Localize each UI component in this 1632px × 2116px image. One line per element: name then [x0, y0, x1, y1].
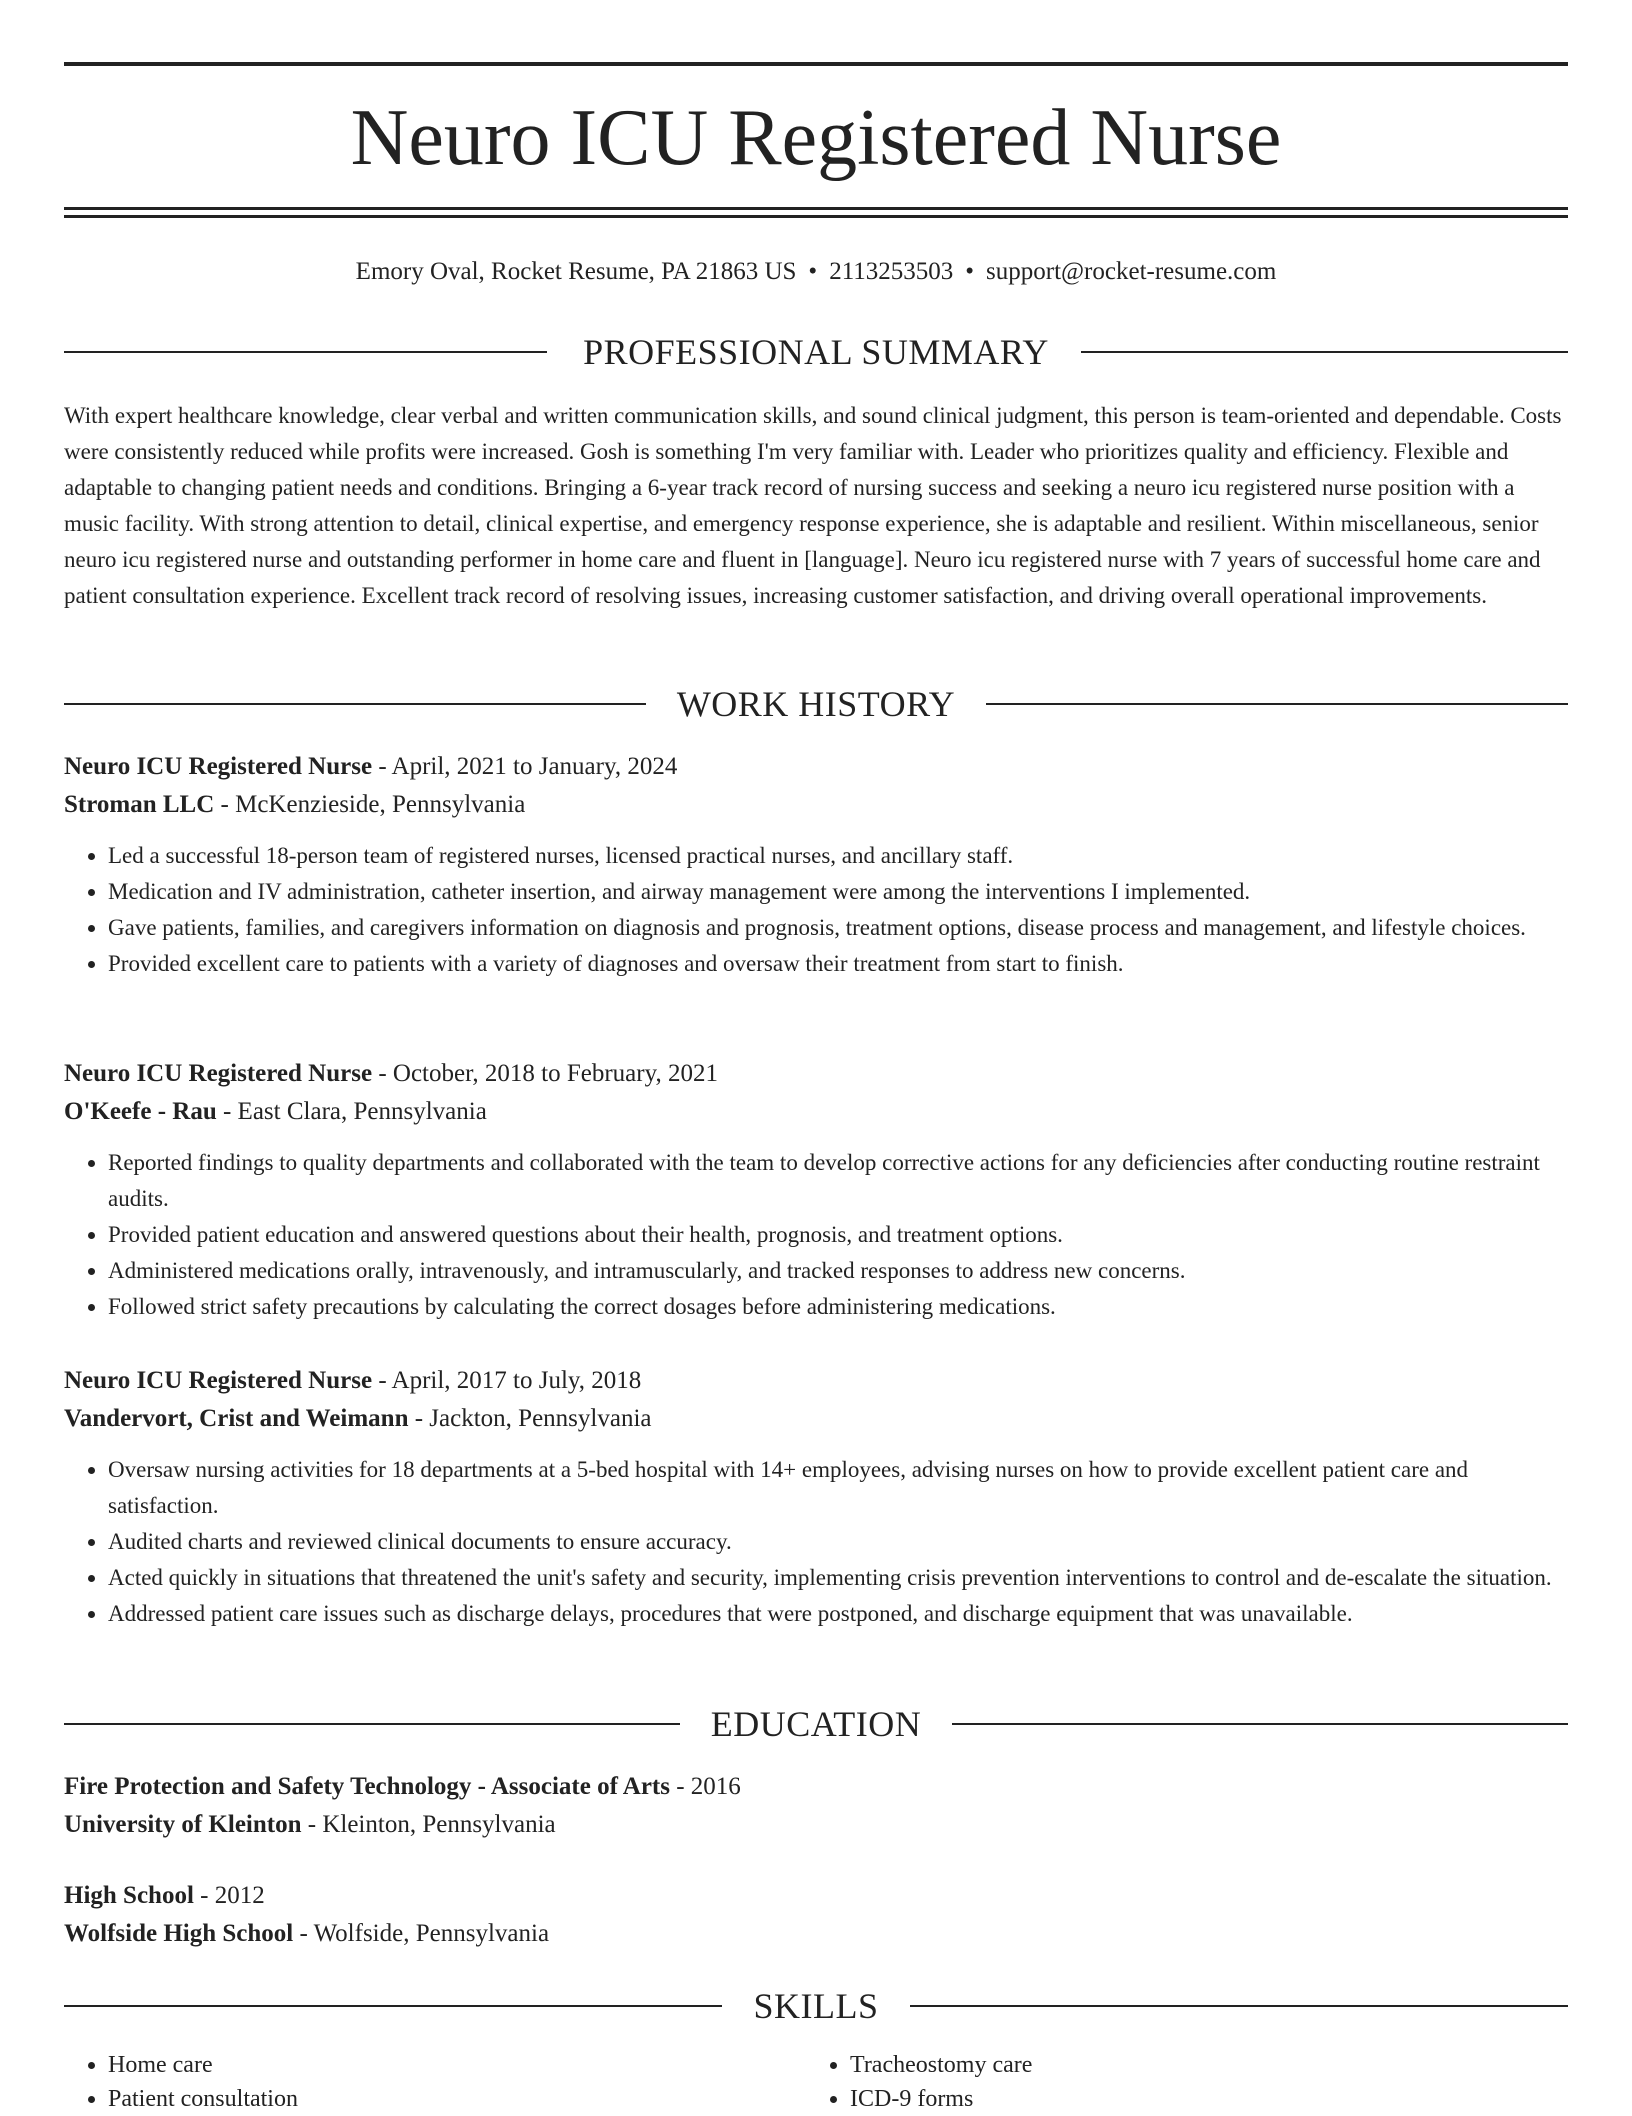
heading-rule-right: [952, 1723, 1568, 1725]
education-location: - Kleinton, Pennsylvania: [307, 1811, 556, 1838]
job-employer: [64, 786, 1568, 824]
list-item: • Medication and IV administration, catheter insertion, and airway management were among the interventions I implemented.: [108, 874, 1568, 910]
job-company: Vandervort, Crist and Weimann: [64, 1405, 409, 1432]
list-item: • Home care: [108, 2048, 808, 2082]
job-bullets: [64, 838, 1568, 982]
list-item: • Tracheostomy care: [850, 2048, 1550, 2082]
summary-text: With expert healthcare knowledge, clear verbal and written communication skills, and sound clinical judgment, this person is team-oriented and dependable. Costs were consistently reduced while profits were increased. Gosh is something I'm very familiar with. Leader who prioritizes quality and efficiency. Flexible and adaptable to changing patient needs and conditions. Bringing a 6-year track record of nursing success and seeking a neuro icu registered nurse position with a music facility. With strong attention to detail, clinical expertise, and emergency response experience, she is adaptable and resilient. Within miscellaneous, senior neuro icu registered nurse and outstanding performer in home care and fluent in [language]. Neuro icu registered nurse with 7 years of successful home care and patient consultation experience. Excellent track record of resolving issues, increasing customer satisfaction, and driving overall operational improvements.: [64, 403, 1562, 608]
contact-phone: 2113253503: [829, 258, 954, 285]
heading-rule-right: [986, 703, 1568, 705]
contact-separator: •: [808, 258, 818, 285]
job-bullets: [64, 1145, 1568, 1325]
education-degree: High School: [64, 1882, 194, 1909]
job-dates: - October, 2018 to February, 2021: [378, 1060, 718, 1087]
education-school: Wolfside High School: [64, 1920, 294, 1947]
education-entry: [64, 1768, 1568, 1844]
section-title: PROFESSIONAL SUMMARY: [583, 332, 1049, 372]
list-item: • Acted quickly in situations that threatened the unit's safety and security, implementing crisis prevention interventions to control and de-escalate the situation.: [108, 1560, 1568, 1596]
job-role: Neuro ICU Registered Nurse: [64, 1367, 373, 1394]
section-heading-education: [64, 1700, 1568, 1748]
section-heading-skills: [64, 1982, 1568, 2030]
education-school-line: [64, 1915, 1568, 1953]
heading-rule-right: [910, 2005, 1568, 2007]
list-item: • Led a successful 18-person team of registered nurses, licensed practical nurses, and ancillary staff.: [108, 838, 1568, 874]
section-heading-work: [64, 680, 1568, 728]
section-title: EDUCATION: [710, 1704, 922, 1744]
double-rule: [64, 207, 1568, 218]
skills-column-right: [806, 2048, 1550, 2116]
job-entry: [64, 1362, 1568, 1632]
list-item: • Provided patient education and answered questions about their health, prognosis, and treatment options.: [108, 1217, 1568, 1253]
top-rule: [64, 62, 1568, 66]
education-year: - 2012: [200, 1882, 265, 1909]
skills-column-left: [64, 2048, 808, 2116]
contact-separator: •: [965, 258, 975, 285]
contact-email: support@rocket-resume.com: [986, 258, 1277, 285]
list-item: • Addressed patient care issues such as discharge delays, procedures that were postponed, and discharge equipment that was unavailable.: [108, 1596, 1568, 1632]
job-heading: [64, 1055, 1568, 1093]
section-heading-summary: [64, 328, 1568, 376]
list-item: • Reported findings to quality departments and collaborated with the team to develop corrective actions for any deficiencies after conducting routine restraint audits.: [108, 1145, 1568, 1217]
education-heading: [64, 1768, 1568, 1806]
education-entry: [64, 1877, 1568, 1953]
education-heading: [64, 1877, 1568, 1915]
list-item: • Audited charts and reviewed clinical documents to ensure accuracy.: [108, 1524, 1568, 1560]
list-item: • Gave patients, families, and caregivers information on diagnosis and prognosis, treatment options, disease process and management, and lifestyle choices.: [108, 910, 1568, 946]
list-item: • Administered medications orally, intravenously, and intramuscularly, and tracked responses to address new concerns.: [108, 1253, 1568, 1289]
education-year: - 2016: [676, 1773, 741, 1800]
education-school: University of Kleinton: [64, 1811, 302, 1838]
job-location: - Jackton, Pennsylvania: [414, 1405, 652, 1432]
job-entry: [64, 1055, 1568, 1325]
education-location: - Wolfside, Pennsylvania: [299, 1920, 550, 1947]
education-degree: Fire Protection and Safety Technology - Associate of Arts: [64, 1773, 670, 1800]
job-company: Stroman LLC: [64, 791, 215, 818]
section-title: WORK HISTORY: [676, 684, 956, 724]
list-item: • ICD-9 forms: [850, 2082, 1550, 2116]
list-item: • Provided excellent care to patients with a variety of diagnoses and oversaw their treatment from start to finish.: [108, 946, 1568, 982]
summary-block: [64, 398, 1568, 614]
list-item: • Patient consultation: [108, 2082, 808, 2116]
job-location: - East Clara, Pennsylvania: [222, 1098, 487, 1125]
heading-rule-right: [1081, 351, 1568, 353]
job-role: Neuro ICU Registered Nurse: [64, 1060, 373, 1087]
list-item: • Followed strict safety precautions by calculating the correct dosages before administering medications.: [108, 1289, 1568, 1325]
job-company: O'Keefe - Rau: [64, 1098, 217, 1125]
contact-line: [64, 252, 1568, 292]
contact-address: Emory Oval, Rocket Resume, PA 21863 US: [355, 258, 797, 285]
job-employer: [64, 1400, 1568, 1438]
job-dates: - April, 2017 to July, 2018: [378, 1367, 642, 1394]
job-employer: [64, 1093, 1568, 1131]
section-title: SKILLS: [753, 1986, 879, 2026]
list-item: • Oversaw nursing activities for 18 departments at a 5-bed hospital with 14+ employees, advising nurses on how to provide excellent patient care and satisfaction.: [108, 1452, 1568, 1524]
job-role: Neuro ICU Registered Nurse: [64, 753, 373, 780]
education-school-line: [64, 1806, 1568, 1844]
job-heading: [64, 748, 1568, 786]
job-dates: - April, 2021 to January, 2024: [378, 753, 678, 780]
job-bullets: [64, 1452, 1568, 1632]
job-entry: [64, 748, 1568, 982]
job-heading: [64, 1362, 1568, 1400]
job-location: - McKenzieside, Pennsylvania: [220, 791, 526, 818]
resume-title: Neuro ICU Registered Nurse: [350, 94, 1282, 182]
